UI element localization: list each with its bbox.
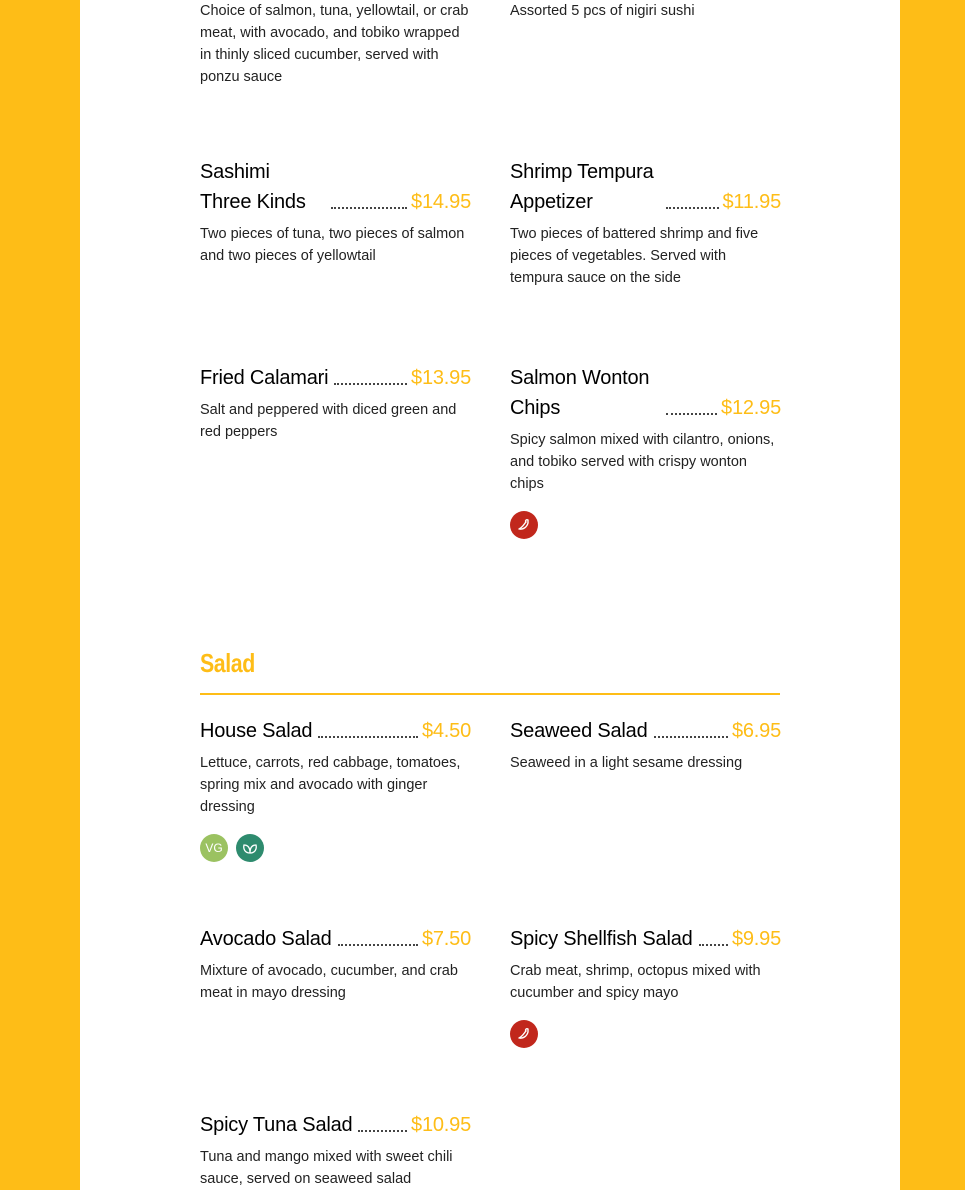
menu-item-spicy-shellfish-salad xyxy=(510,924,781,1048)
dietary-badges xyxy=(510,511,781,539)
item-description: Mixture of avocado, cucumber, and crab meat in mayo dressing xyxy=(200,963,458,1001)
item-price: $14.95 xyxy=(411,191,471,213)
menu-item-house-salad xyxy=(200,716,471,862)
item-price: $6.95 xyxy=(731,720,781,742)
item-price: $7.50 xyxy=(421,928,471,950)
item-description: Seaweed in a light sesame dressing xyxy=(510,755,743,771)
menu-item-sashimi xyxy=(200,157,471,267)
item-price: $12.95 xyxy=(721,397,781,419)
item-name: Salmon Wonton Chips xyxy=(510,367,650,419)
menu-item-seaweed-salad xyxy=(510,716,781,774)
dot-leader xyxy=(699,943,728,946)
menu-page xyxy=(80,0,900,1190)
dot-leader xyxy=(338,943,418,946)
item-description: Salt and peppered with diced green and red peppers xyxy=(200,402,457,440)
dot-leader xyxy=(654,735,728,738)
dietary-badges xyxy=(510,1020,781,1048)
item-description: Tuna and mango mixed with sweet chili sauce, served on seaweed salad xyxy=(200,1149,453,1187)
dot-leader xyxy=(334,382,407,385)
menu-item-top-left xyxy=(200,0,471,88)
leaf-icon xyxy=(236,834,264,862)
menu-item-top-right xyxy=(510,0,781,22)
vegan-badge: VG xyxy=(200,834,228,862)
item-name: Spicy Tuna Salad xyxy=(200,1114,353,1136)
menu-item-avocado-salad xyxy=(200,924,471,1004)
item-name: Avocado Salad xyxy=(200,928,332,950)
item-price: $11.95 xyxy=(722,191,781,213)
item-description: Two pieces of tuna, two pieces of salmon and two pieces of yellowtail xyxy=(200,226,465,264)
item-description: Assorted 5 pcs of nigiri sushi xyxy=(510,3,695,19)
dietary-badges xyxy=(200,834,471,862)
item-name: Fried Calamari xyxy=(200,367,329,389)
item-name: Sashimi Three Kinds xyxy=(200,161,306,213)
dot-leader xyxy=(318,735,418,738)
dot-leader xyxy=(331,206,407,209)
dot-leader xyxy=(666,206,719,209)
item-name: House Salad xyxy=(200,720,313,742)
chili-pepper-icon xyxy=(510,511,538,539)
chili-pepper-icon xyxy=(510,1020,538,1048)
item-name: Seaweed Salad xyxy=(510,720,648,742)
item-description: Two pieces of battered shrimp and five pieces of vegetables. Served with tempura sauce on the side xyxy=(510,226,759,286)
item-price: $10.95 xyxy=(411,1114,471,1136)
item-name: Spicy Shellfish Salad xyxy=(510,928,693,950)
menu-item-salmon-wonton-chips xyxy=(510,363,781,539)
dot-leader xyxy=(358,1129,407,1132)
section-title: Salad xyxy=(200,648,255,678)
section-divider xyxy=(200,693,780,695)
item-description: Choice of salmon, tuna, yellowtail, or crab meat, with avocado, and tobiko wrapped in thinly sliced cucumber, served with ponzu sauce xyxy=(200,3,469,85)
item-price: $9.95 xyxy=(731,928,781,950)
item-price: $13.95 xyxy=(411,367,471,389)
menu-item-shrimp-tempura xyxy=(510,157,781,289)
menu-item-fried-calamari xyxy=(200,363,471,443)
menu-item-spicy-tuna-salad xyxy=(200,1110,471,1190)
dot-leader xyxy=(666,412,717,415)
item-price: $4.50 xyxy=(421,720,471,742)
item-description: Crab meat, shrimp, octopus mixed with cucumber and spicy mayo xyxy=(510,963,761,1001)
item-description: Spicy salmon mixed with cilantro, onions, and tobiko served with crispy wonton chips xyxy=(510,432,775,492)
item-description: Lettuce, carrots, red cabbage, tomatoes, spring mix and avocado with ginger dressing xyxy=(200,755,461,815)
item-name: Shrimp Tempura Appetizer xyxy=(510,161,654,213)
